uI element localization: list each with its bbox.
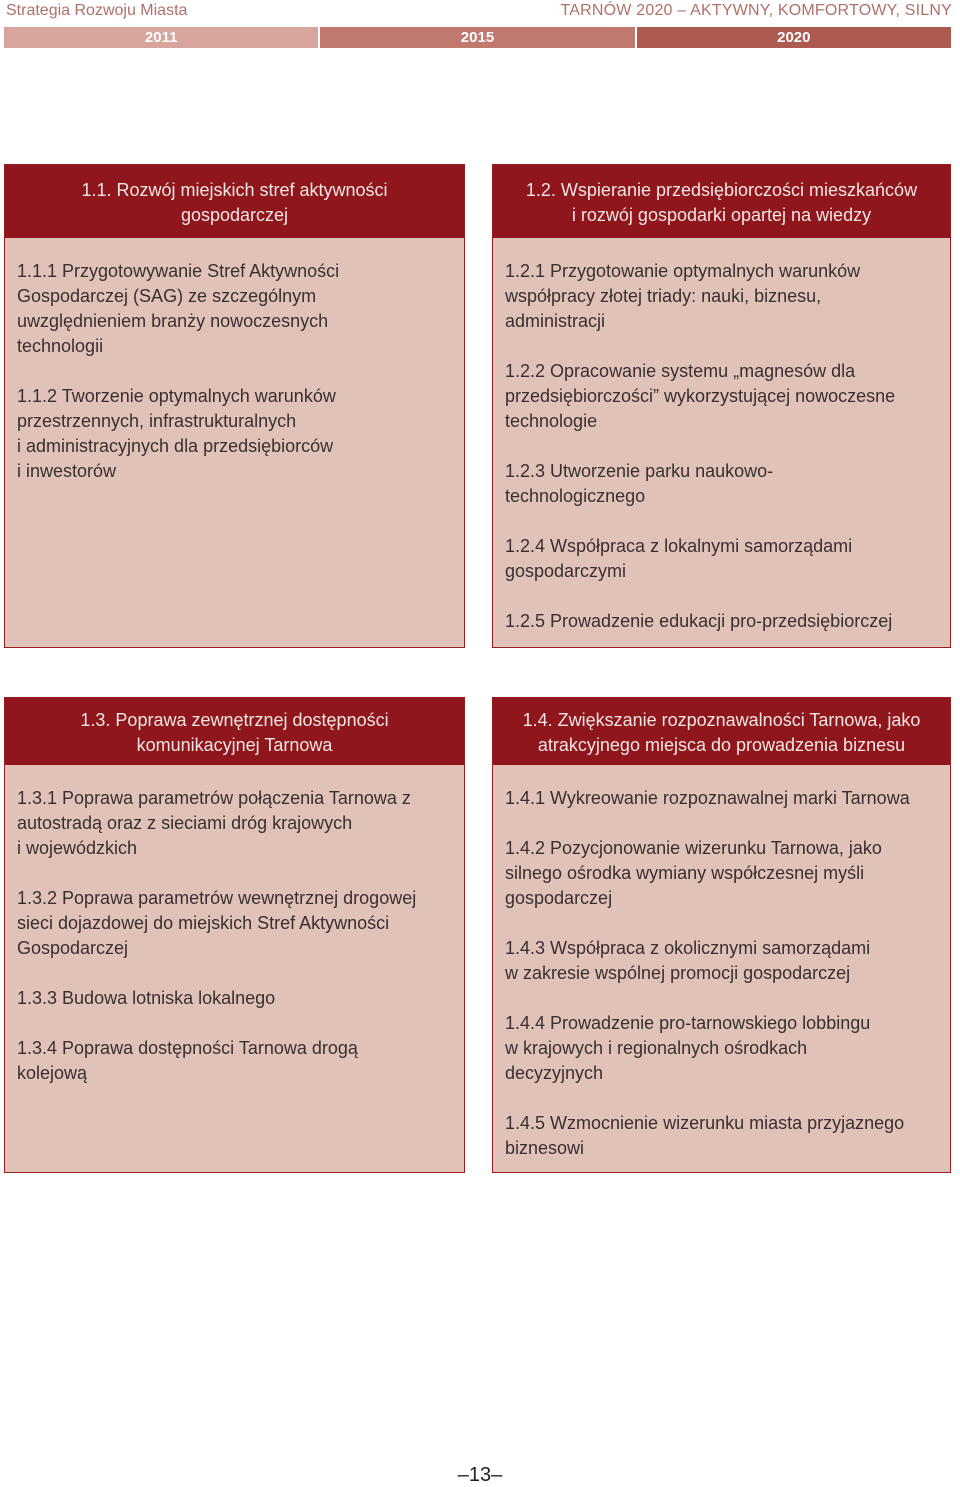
timeline-year-2011: 2011 xyxy=(4,27,318,48)
timeline-year-2020: 2020 xyxy=(637,27,951,48)
task-item: 1.3.1 Poprawa parametrów połączenia Tarnowa z autostradą oraz z sieciami dróg krajowych i wojewódzkich xyxy=(17,788,411,858)
goal-box-items xyxy=(493,238,950,634)
goal-box-items xyxy=(5,765,464,1086)
document-header-left: Strategia Rozwoju Miasta xyxy=(6,2,188,19)
goal-box-1-4 xyxy=(492,697,951,1173)
document-header-right: TARNÓW 2020 – AKTYWNY, KOMFORTOWY, SILNY xyxy=(560,2,952,19)
goal-box-1-2 xyxy=(492,164,951,648)
task-item: 1.3.3 Budowa lotniska lokalnego xyxy=(17,988,276,1008)
task-item: 1.4.3 Współpraca z okolicznymi samorządami w zakresie wspólnej promocji gospodarczej xyxy=(505,938,871,983)
task-item: 1.2.2 Opracowanie systemu „magnesów dla przedsiębiorczości” wykorzystującej nowoczesne technologie xyxy=(505,361,896,431)
goal-box-title: 1.2. Wspieranie przedsiębiorczości mieszkańców i rozwój gospodarki opartej na wiedzy xyxy=(493,165,950,238)
timeline-year-2015: 2015 xyxy=(320,27,634,48)
task-item: 1.4.4 Prowadzenie pro-tarnowskiego lobbingu w krajowych i regionalnych ośrodkach decyzyjnych xyxy=(505,1013,871,1083)
goal-box-1-1 xyxy=(4,164,465,648)
task-item: 1.2.4 Współpraca z lokalnymi samorządami gospodarczymi xyxy=(505,536,853,581)
task-item: 1.4.1 Wykreowanie rozpoznawalnej marki Tarnowa xyxy=(505,788,910,808)
task-item: 1.4.5 Wzmocnienie wizerunku miasta przyjaznego biznesowi xyxy=(505,1113,905,1158)
goal-box-items xyxy=(493,765,950,1161)
goal-box-items xyxy=(5,238,464,484)
goal-box-title: 1.4. Zwiększanie rozpoznawalności Tarnowa, jako atrakcyjnego miejsca do prowadzenia biznesu xyxy=(493,698,950,765)
page-number: –13– xyxy=(457,1464,503,1486)
task-item: 1.2.5 Prowadzenie edukacji pro-przedsiębiorczej xyxy=(505,611,893,631)
timeline-bar xyxy=(4,27,951,48)
task-item: 1.1.2 Tworzenie optymalnych warunków przestrzennych, infrastrukturalnych i administracyjnych dla przedsiębiorców i inwestorów xyxy=(17,386,336,481)
task-item: 1.1.1 Przygotowywanie Stref Aktywności Gospodarczej (SAG) ze szczególnym uwzględnieniem branży nowoczesnych technologii xyxy=(17,261,340,356)
goal-box-title: 1.3. Poprawa zewnętrznej dostępności komunikacyjnej Tarnowa xyxy=(5,698,464,765)
task-item: 1.2.1 Przygotowanie optymalnych warunków współpracy złotej triady: nauki, biznesu, administracji xyxy=(505,261,861,331)
task-item: 1.4.2 Pozycjonowanie wizerunku Tarnowa, jako silnego ośrodka wymiany współczesnej myśli gospodarczej xyxy=(505,838,882,908)
task-item: 1.3.4 Poprawa dostępności Tarnowa drogą kolejową xyxy=(17,1038,358,1083)
goal-box-title: 1.1. Rozwój miejskich stref aktywności gospodarczej xyxy=(5,165,464,238)
task-item: 1.2.3 Utworzenie parku naukowo- technologicznego xyxy=(505,461,774,506)
task-item: 1.3.2 Poprawa parametrów wewnętrznej drogowej sieci dojazdowej do miejskich Stref Aktywności Gospodarczej xyxy=(17,888,417,958)
goal-box-1-3 xyxy=(4,697,465,1173)
